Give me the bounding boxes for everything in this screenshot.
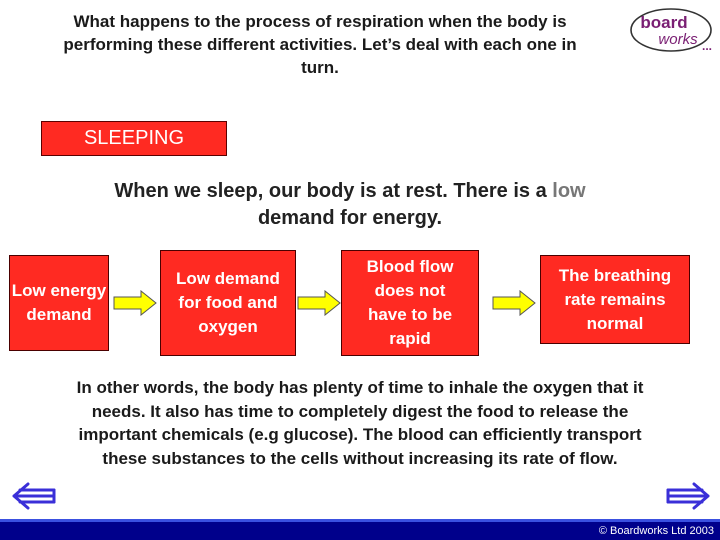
slide-title	[15, 10, 625, 79]
flow-box-4-label: The breathing rate remains normal	[558, 265, 672, 333]
flow-box-3	[341, 250, 479, 356]
boardworks-logo	[628, 6, 714, 54]
explanation-line-4: these substances to the cells without increasing its rate of flow.	[102, 448, 618, 468]
logo-dots: ...	[701, 39, 713, 53]
next-slide-arrow-icon[interactable]	[666, 478, 712, 514]
flow-box-3-label: Blood flow does not have to be rapid	[366, 257, 454, 348]
intro-before: When we sleep, our body is at rest. There is a	[114, 180, 553, 202]
intro-line-1	[40, 178, 660, 205]
flow-box-4	[540, 255, 690, 344]
intro-highlight: low	[552, 180, 586, 202]
copyright-text: © Boardworks Ltd 2003	[598, 525, 714, 537]
flow-box-2-label: Low demand for food and oxygen	[176, 269, 280, 336]
previous-slide-arrow-icon[interactable]	[10, 478, 56, 514]
explanation-line-3: important chemicals (e.g glucose). The blood can efficiently transport	[78, 425, 642, 444]
logo-text-works: works	[658, 31, 698, 48]
title-line-1: What happens to the process of respiration when the body is	[73, 12, 567, 31]
flow-arrow-icon-2	[297, 290, 341, 316]
flow-box-1-label: Low energy demand	[11, 281, 107, 324]
title-line-2: performing these different activities. Let’s deal with each one in	[63, 35, 577, 54]
explanation-line-1: In other words, the body has plenty of time to inhale the oxygen that it	[76, 378, 644, 397]
explanation-text	[6, 376, 714, 470]
flow-arrow-icon-1	[113, 290, 157, 316]
intro-line-2: demand for energy.	[257, 207, 443, 229]
flow-box-1	[9, 255, 109, 351]
intro-text	[40, 178, 660, 232]
activity-label-box: SLEEPING	[41, 121, 227, 156]
logo-text-board: board	[640, 13, 688, 32]
flow-arrow-icon-3	[492, 290, 536, 316]
flow-box-2	[160, 250, 296, 356]
explanation-line-2: needs. It also has time to completely digest the food to release the	[91, 401, 629, 421]
title-line-3: turn.	[301, 58, 339, 77]
